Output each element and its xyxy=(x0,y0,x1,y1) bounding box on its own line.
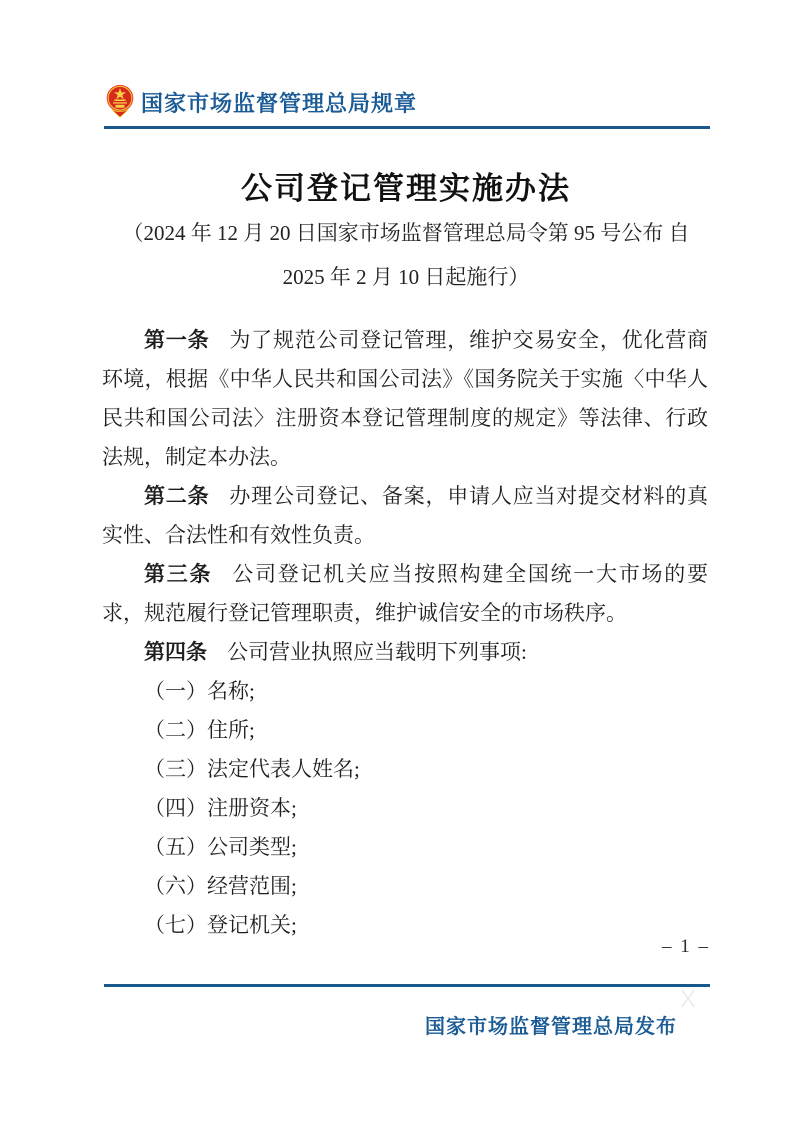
document-subtitle xyxy=(102,211,710,299)
article-paragraph xyxy=(102,477,708,555)
list-item: （六）经营范围; xyxy=(144,874,297,898)
article-label: 第四条 xyxy=(144,641,207,664)
list-item: （三）法定代表人姓名; xyxy=(144,757,360,781)
list-item: （二）住所; xyxy=(144,718,255,742)
list-item: （七）登记机关; xyxy=(144,913,297,937)
article-text: 公司登记机关应当按照构建全国统一大市场的要求，规范履行登记管理职责，维护诚信安全的市场秩序。 xyxy=(102,562,708,625)
list-item: （一）名称; xyxy=(144,679,255,703)
national-emblem-icon xyxy=(106,82,134,122)
subtitle-line-2: 2025 年 2 月 10 日起施行） xyxy=(282,265,530,289)
footer-rule xyxy=(104,984,710,987)
agency-title: 国家市场监督管理总局规章 xyxy=(141,90,418,116)
page-header xyxy=(106,82,417,122)
article-label: 第二条 xyxy=(144,485,210,508)
article-paragraph xyxy=(102,321,708,477)
list-item: （四）注册资本; xyxy=(144,796,297,820)
publisher-line: 国家市场监督管理总局发布 xyxy=(425,1016,677,1038)
article-text: 公司营业执照应当载明下列事项: xyxy=(227,640,527,664)
watermark-x: X xyxy=(680,986,697,1013)
article-text: 办理公司登记、备案，申请人应当对提交材料的真实性、合法性和有效性负责。 xyxy=(102,484,708,547)
article-paragraph xyxy=(102,555,708,633)
article-label: 第三条 xyxy=(144,563,213,586)
article-text: 为了规范公司登记管理，维护交易安全，优化营商环境，根据《中华人民共和国公司法》《国务院关于实施〈中华人民共和国公司法〉注册资本登记管理制度的规定》等法律、行政法规，制定本办法。 xyxy=(102,328,708,469)
article-label: 第一条 xyxy=(144,329,210,352)
list-item: （五）公司类型; xyxy=(144,835,297,859)
subtitle-line-1: （2024 年 12 月 20 日国家市场监督管理总局令第 95 号公布 自 xyxy=(122,221,690,245)
articles-block xyxy=(102,321,708,945)
document-title: 公司登记管理实施办法 xyxy=(241,171,571,206)
header-rule xyxy=(104,126,710,129)
article-paragraph xyxy=(102,633,708,672)
page-number: – 1 – xyxy=(662,936,710,957)
